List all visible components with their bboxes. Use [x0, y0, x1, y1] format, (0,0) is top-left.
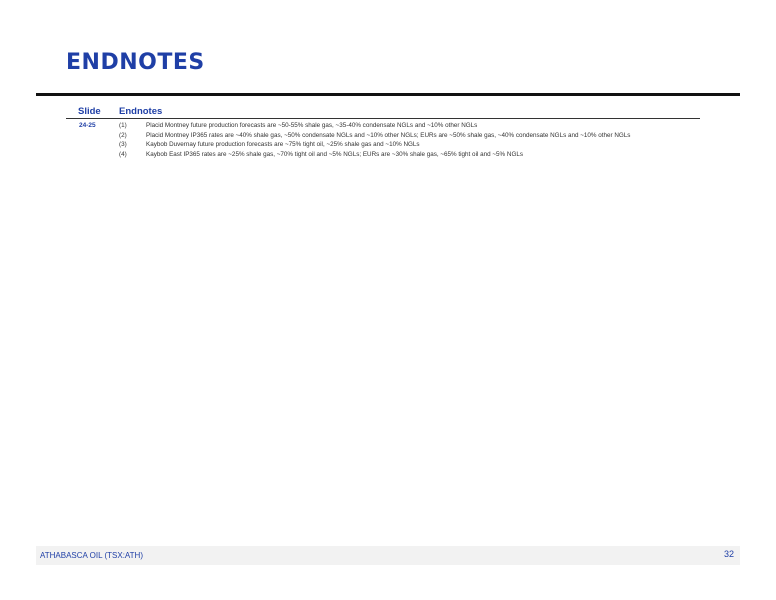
page-number: 32	[723, 549, 734, 559]
endnote-row	[66, 132, 700, 142]
endnotes-table	[66, 105, 700, 160]
title-divider	[36, 93, 740, 96]
column-header-slide: Slide	[78, 106, 101, 117]
endnote-text: Placid Montney future production forecasts are ~50-55% shale gas, ~35-40% condensate NGLs and ~10% other NGLs	[146, 122, 478, 129]
endnote-number: (1)	[119, 122, 127, 129]
endnote-number: (4)	[119, 150, 127, 158]
endnote-text: Kaybob East IP365 rates are ~25% shale gas, ~70% tight oil and ~5% NGLs; EURs are ~30% shale gas, ~65% tight oil and ~5% NGLs	[146, 150, 523, 158]
endnote-row	[66, 141, 700, 151]
endnote-text: Placid Montney IP365 rates are ~40% shale gas, ~50% condensate NGLs and ~10% other NGLs; EURs are ~50% shale gas, ~40% condensate NGLs and ~10% other NGLs	[146, 131, 631, 139]
footer-company-name: ATHABASCA OIL (TSX:ATH)	[40, 551, 143, 560]
endnote-row	[66, 122, 700, 132]
endnote-number: (3)	[119, 141, 127, 148]
footer	[36, 546, 740, 565]
endnote-number: (2)	[119, 131, 127, 139]
endnote-row	[66, 151, 700, 161]
slide-reference: 24-25	[79, 122, 96, 129]
page-title: ENDNOTES	[66, 50, 205, 75]
endnotes-table-header	[66, 105, 700, 119]
endnote-group	[66, 122, 700, 160]
endnote-text: Kaybob Duvernay future production forecasts are ~75% tight oil, ~25% shale gas and ~10% NGLs	[146, 141, 420, 148]
column-header-endnotes: Endnotes	[119, 106, 163, 117]
